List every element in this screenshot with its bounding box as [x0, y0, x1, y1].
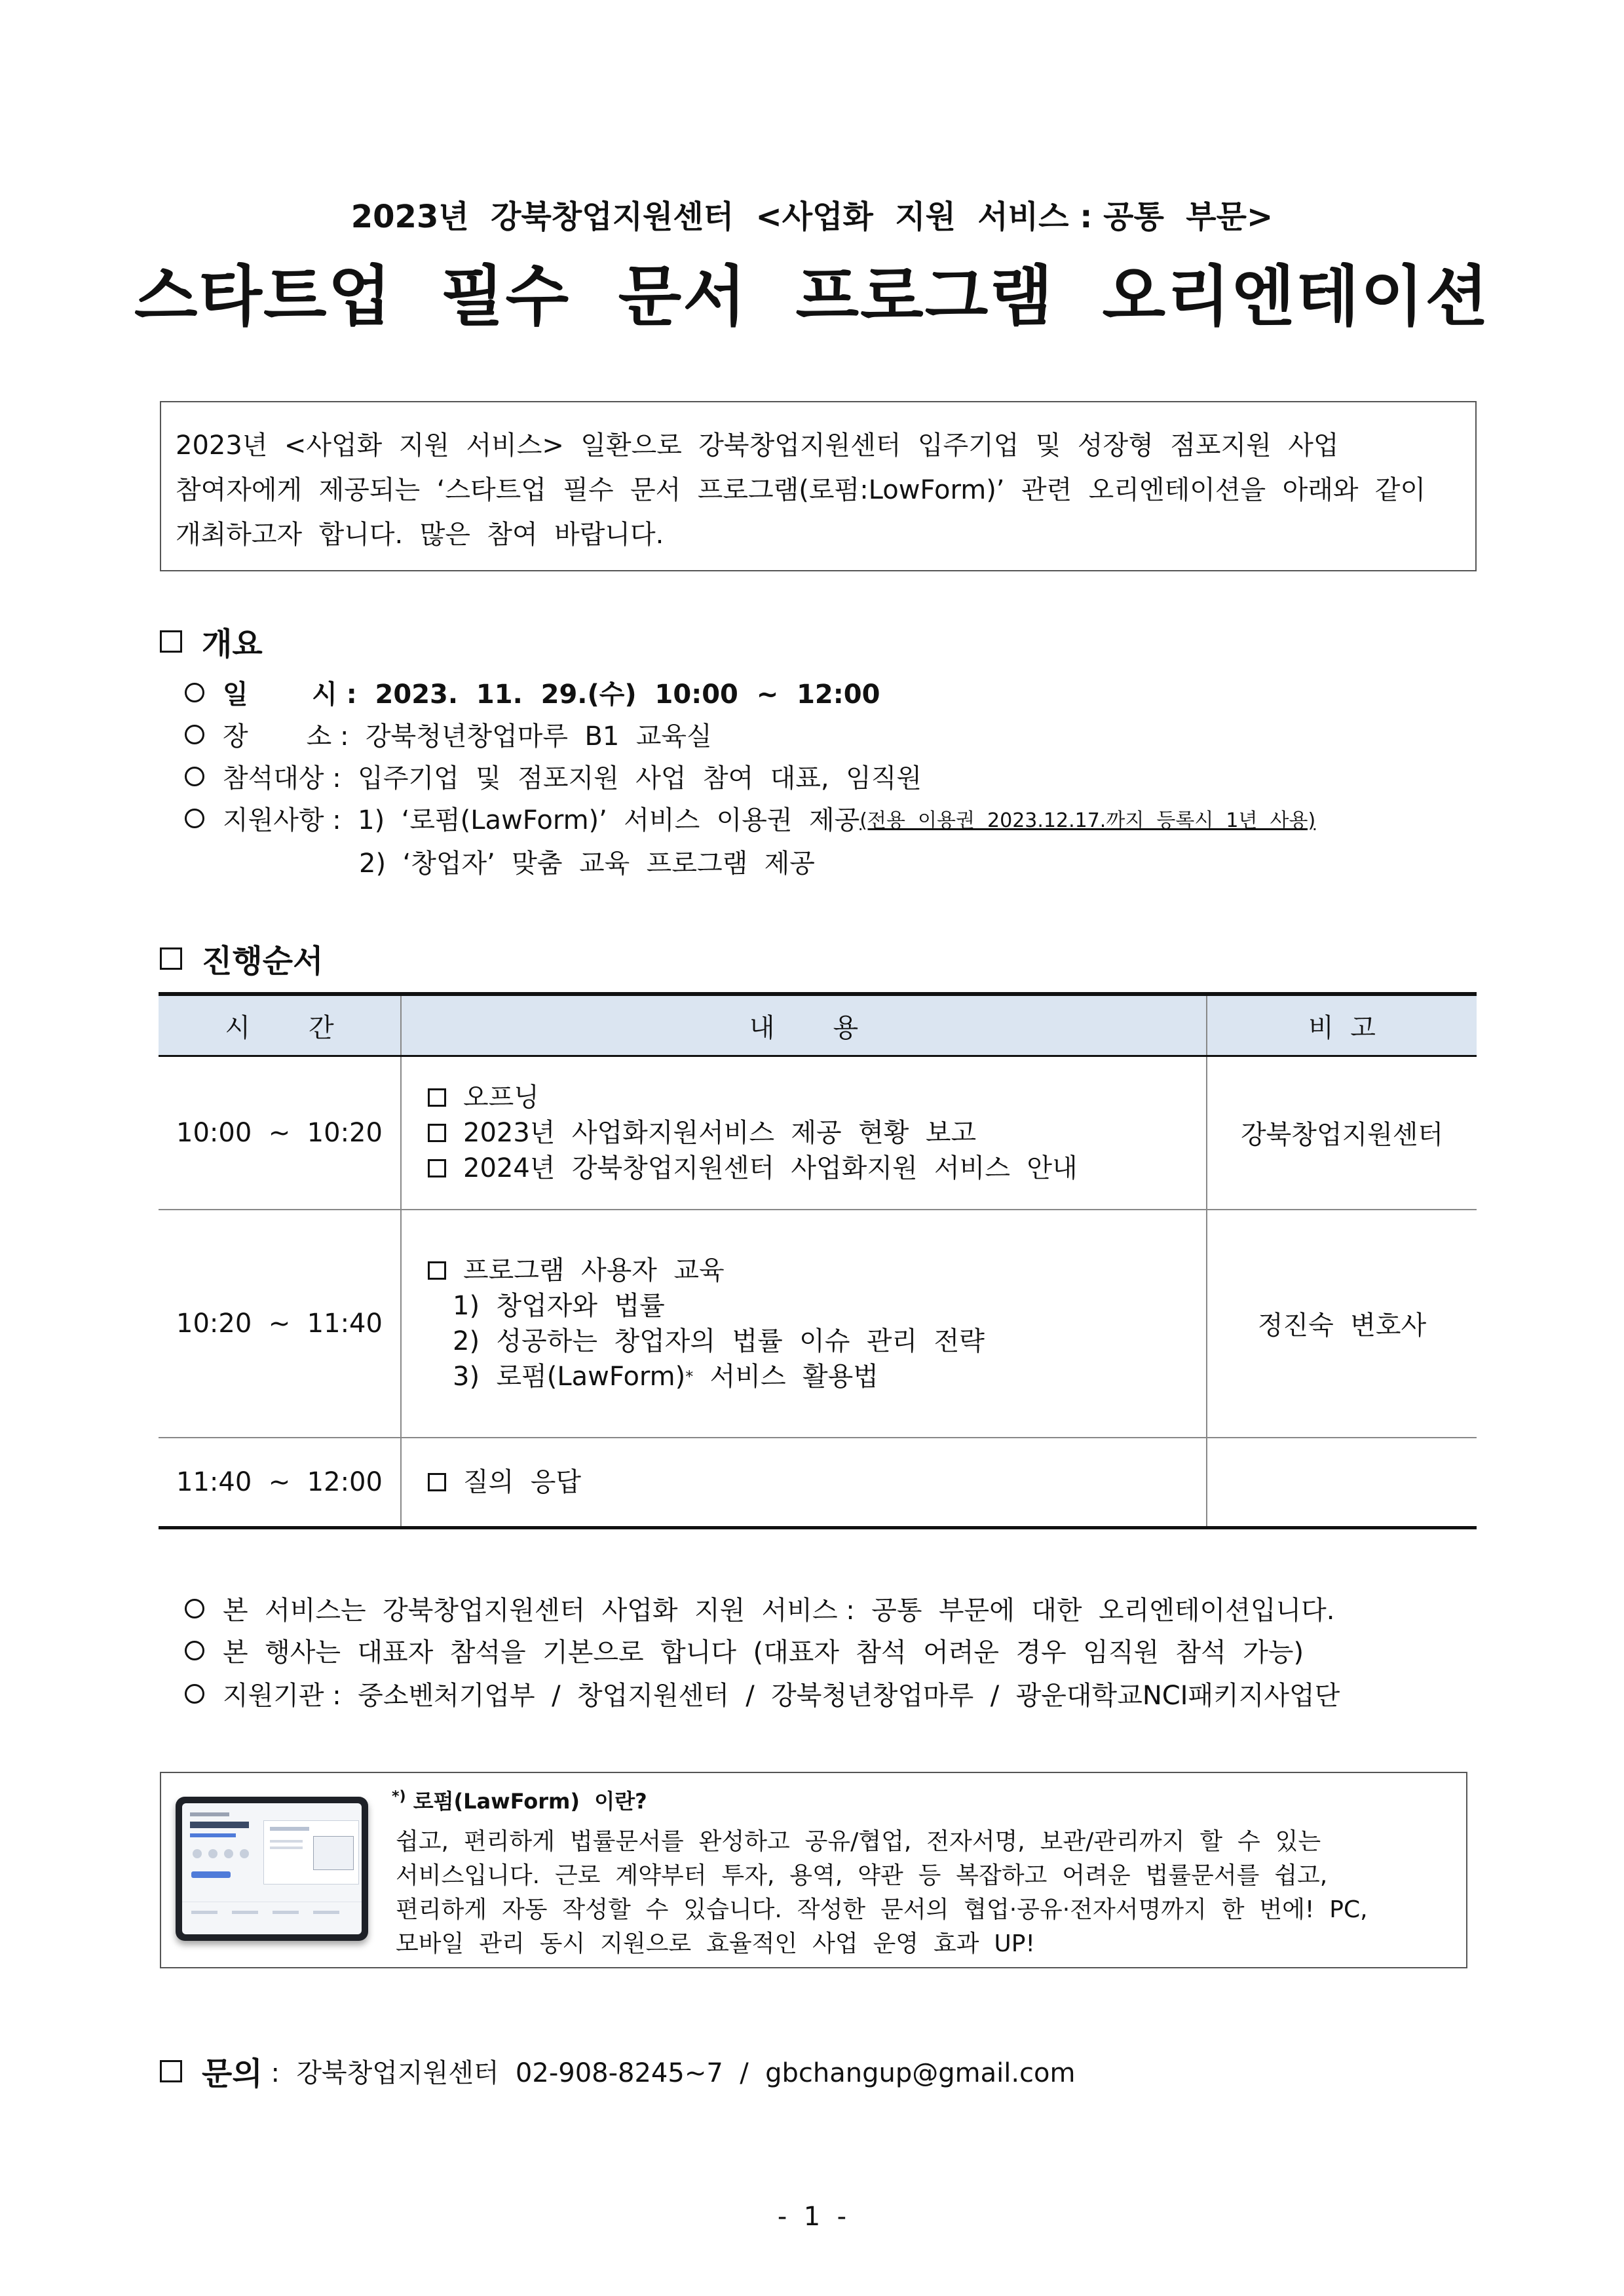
note-text: 지원기관 : 중소벤처기업부 / 창업지원센터 / 강북청년창업마루 / 광운대학교NCI패키지사업단 — [223, 1681, 1340, 1711]
row-content — [401, 1056, 1207, 1210]
schedule-table — [159, 992, 1477, 1529]
content-item — [428, 1464, 1205, 1500]
footnote-star: * — [685, 1367, 694, 1386]
note-text: 본 서비스는 강북창업지원센터 사업화 지원 서비스 : 공통 부문에 대한 오리엔테이션입니다. — [223, 1596, 1335, 1626]
overview-heading-label: 개요 — [202, 626, 263, 662]
content-subitem-text: 3) 로펌(LawForm) — [453, 1361, 686, 1392]
lawform-heading-text: 로펌(LawForm) 이란? — [413, 1789, 647, 1814]
circle-bullet-icon — [185, 1599, 204, 1618]
circle-bullet-icon — [185, 1684, 204, 1704]
lawform-info-box — [160, 1772, 1467, 1968]
checkbox-square-icon — [428, 1088, 446, 1107]
row-note — [1207, 1438, 1477, 1528]
lawform-heading — [392, 1785, 647, 1815]
note-text: 본 행사는 대표자 참석을 기본으로 합니다 (대표자 참석 어려운 경우 임직원 참석 가능) — [223, 1637, 1304, 1668]
circle-bullet-icon — [185, 767, 204, 786]
lawform-screenshot-image — [176, 1797, 368, 1941]
row-time: 10:20 ~ 11:40 — [159, 1210, 401, 1438]
support-value-2: 2) ‘창업자’ 맞춤 교육 프로그램 제공 — [359, 849, 815, 879]
content-item-text: 2023년 사업화지원서비스 제공 현황 보고 — [463, 1117, 977, 1148]
content-item-text: 오프닝 — [463, 1082, 539, 1113]
row-note: 강북창업지원센터 — [1207, 1056, 1477, 1210]
row-time: 10:00 ~ 10:20 — [159, 1056, 401, 1210]
support-note: (전용 이용권 2023.12.17.까지 등록시 1년 사용) — [859, 809, 1316, 832]
lawform-text-line: 모바일 관리 동시 지원으로 효율적인 사업 운영 효과 UP! — [396, 1930, 1035, 1957]
content-item — [428, 1080, 1205, 1115]
circle-bullet-icon — [185, 1641, 204, 1660]
table-row — [159, 1056, 1477, 1210]
circle-bullet-icon — [185, 725, 204, 744]
content-subitem: 2) 성공하는 창업자의 법률 이슈 관리 전략 — [453, 1326, 985, 1356]
intro-box — [160, 401, 1477, 571]
overview-date — [185, 674, 880, 711]
checkbox-square-icon — [160, 947, 182, 970]
place-value: : 강북청년창업마루 B1 교육실 — [331, 721, 712, 752]
contact-section — [160, 2048, 1076, 2094]
row-note: 정진숙 변호사 — [1207, 1210, 1477, 1438]
target-label: 참석대상 — [223, 763, 324, 794]
checkbox-square-icon — [428, 1124, 446, 1142]
support-value-1: : 1) ‘로펌(LawForm)’ 서비스 이용권 제공 — [324, 805, 860, 835]
note-item — [185, 1590, 1334, 1627]
circle-bullet-icon — [185, 683, 204, 702]
content-subitem: 1) 창업자와 법률 — [453, 1290, 665, 1321]
intro-line: 참여자에게 제공되는 ‘스타트업 필수 문서 프로그램(로펌:LowForm)’ 관련 오리엔테이션을 아래와 같이 — [176, 475, 1426, 505]
intro-line: 개최하고자 합니다. 많은 참여 바랍니다. — [176, 520, 664, 550]
checkbox-square-icon — [160, 630, 182, 653]
document-title: 스타트업 필수 문서 프로그램 오리엔테이션 — [134, 258, 1490, 335]
overview-support — [185, 799, 1315, 837]
row-content — [401, 1210, 1207, 1438]
overview-heading — [160, 619, 263, 664]
date-value: : 2023. 11. 29.(수) 10:00 ~ 12:00 — [337, 679, 880, 710]
intro-line: 2023년 <사업화 지원 서비스> 일환으로 강북창업지원센터 입주기업 및 성장형 점포지원 사업 — [176, 430, 1339, 461]
content-item — [428, 1151, 1205, 1186]
content-subitem-tail: 서비스 활용법 — [693, 1361, 878, 1392]
lawform-text-line: 쉽고, 편리하게 법률문서를 완성하고 공유/협업, 전자서명, 보관/관리까지 할 수 있는 — [396, 1828, 1321, 1855]
row-time: 11:40 ~ 12:00 — [159, 1438, 401, 1528]
checkbox-square-icon — [428, 1473, 446, 1491]
row-content — [401, 1438, 1207, 1528]
contact-heading: 문의 — [202, 2056, 263, 2092]
table-row — [159, 1210, 1477, 1438]
column-header-time: 시 간 — [159, 994, 401, 1056]
column-header-content: 내 용 — [401, 994, 1207, 1056]
note-item — [185, 1632, 1304, 1669]
content-item — [428, 1115, 1205, 1151]
checkbox-square-icon — [428, 1159, 446, 1177]
target-value: : 입주기업 및 점포지원 사업 참여 대표, 임직원 — [324, 763, 922, 794]
page-number: - 1 - — [777, 2202, 847, 2232]
overview-target — [185, 757, 922, 795]
overview-place — [185, 716, 712, 753]
schedule-heading-label: 진행순서 — [202, 943, 324, 980]
checkbox-square-icon — [160, 2060, 182, 2082]
table-header-row — [159, 994, 1477, 1056]
support-label: 지원사항 — [223, 805, 324, 835]
document-subtitle: 2023년 강북창업지원센터 <사업화 지원 서비스 : 공통 부문> — [350, 199, 1274, 235]
place-label: 장 소 — [223, 721, 332, 752]
checkbox-square-icon — [428, 1261, 446, 1280]
lawform-text-line: 편리하게 자동 작성할 수 있습니다. 작성한 문서의 협업·공유·전자서명까지 한 번에! PC, — [396, 1896, 1368, 1923]
footnote-star: *) — [392, 1788, 406, 1805]
note-item — [185, 1675, 1340, 1712]
content-item-text: 2024년 강북창업지원센터 사업화지원 서비스 안내 — [463, 1153, 1078, 1183]
content-item-text: 프로그램 사용자 교육 — [463, 1255, 725, 1286]
content-item-text: 질의 응답 — [463, 1466, 581, 1497]
lawform-text-line: 서비스입니다. 근로 계약부터 투자, 용역, 약관 등 복잡하고 어려운 법률문서를 쉽고, — [396, 1862, 1328, 1889]
schedule-heading — [160, 936, 323, 981]
content-subitem — [428, 1359, 1205, 1394]
date-label: 일 시 — [223, 679, 337, 710]
content-item — [428, 1253, 1205, 1288]
contact-text: : 강북창업지원센터 02-908-8245~7 / gbchangup@gmail.com — [262, 2058, 1076, 2088]
column-header-note: 비 고 — [1207, 994, 1477, 1056]
circle-bullet-icon — [185, 809, 204, 828]
table-row — [159, 1438, 1477, 1528]
